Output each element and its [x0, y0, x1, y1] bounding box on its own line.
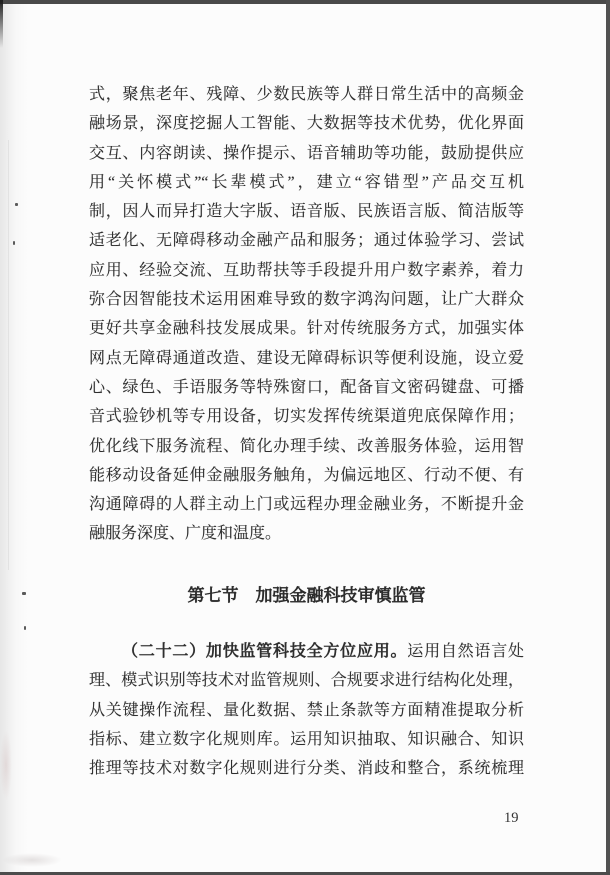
scan-line-artifact	[8, 140, 9, 570]
paragraph-line: 理、模式识别等技术对监管规则、合规要求进行结构化处理，	[89, 672, 524, 690]
paragraph-line: 应用、经验交流、互助帮扶等手段提升用户数字素养，着力	[89, 261, 524, 279]
clause-body-start: 运用自然语言处	[407, 643, 524, 660]
paragraph-line: 网点无障碍通道改造、建设无障碍标识等便利设施，设立爱	[89, 349, 524, 367]
paragraph-line: 式，聚焦老年、残障、少数民族等人群日常生活中的高频金	[89, 86, 524, 103]
paragraph-line: 指标、建立数字化规则库。运用知识抽取、知识融合、知识	[89, 730, 524, 748]
paragraph-line: 沟通障碍的人群主动上门或远程办理金融业务，不断提升金	[89, 496, 524, 514]
paragraph-line	[89, 637, 524, 666]
scan-top-edge	[0, 0, 610, 4]
paragraph-line: 融服务深度、广度和温度。	[89, 525, 282, 543]
scan-smudge	[2, 853, 62, 867]
paragraph-line: 推理等技术对数字化规则进行分类、消歧和整合，系统梳理	[89, 760, 524, 778]
paragraph-line: 弥合因智能技术运用困难导致的数字鸿沟问题，让广大群众	[89, 291, 524, 309]
page-number: 19	[504, 810, 519, 826]
paragraph-line: 适老化、无障碍移动金融产品和服务；通过体验学习、尝试	[89, 232, 524, 250]
scan-smudge	[0, 730, 12, 800]
paragraph-line: 心、绿色、手语服务等特殊窗口，配备盲文密码键盘、可播	[89, 378, 524, 396]
scan-right-edge	[606, 0, 610, 875]
paragraph-2	[89, 637, 524, 783]
paragraph-line: 制，因人而异打造大字版、语音版、民族语言版、简洁版等	[89, 203, 524, 221]
paragraph-line: 优化线下服务流程、简化办理手续、改善服务体验，运用智	[89, 437, 524, 455]
paragraph-line: 更好共享金融科技发展成果。针对传统服务方式，加强实体	[89, 320, 524, 338]
paragraph-line: 用“关怀模式”“长辈模式”，建立“容错型”产品交互机	[89, 173, 524, 191]
noise-speck	[13, 241, 15, 245]
scan-left-edge-notch	[0, 0, 3, 48]
section-heading: 第七节 加强金融科技审慎监管	[187, 586, 426, 605]
noise-speck	[15, 203, 18, 206]
noise-speck	[24, 626, 26, 630]
paragraph-line: 融场景，深度挖掘人工智能、大数据等技术优势，优化界面	[89, 115, 524, 133]
paragraph-line: 音式验钞机等专用设备，切实发挥传统渠道兜底保障作用；	[89, 408, 524, 426]
noise-speck	[22, 592, 26, 595]
paragraph-line: 交互、内容朗读、操作提示、语音辅助等功能，鼓励提供应	[89, 144, 524, 162]
paragraph-line: 能移动设备延伸金融服务触角，为偏远地区、行动不便、有	[89, 466, 524, 484]
paragraph-1	[89, 80, 524, 549]
paragraph-line: 从关键操作流程、量化数据、禁止条款等方面精准提取分析	[89, 701, 524, 719]
clause-title: （二十二）加快监管科技全方位应用。	[122, 643, 408, 660]
